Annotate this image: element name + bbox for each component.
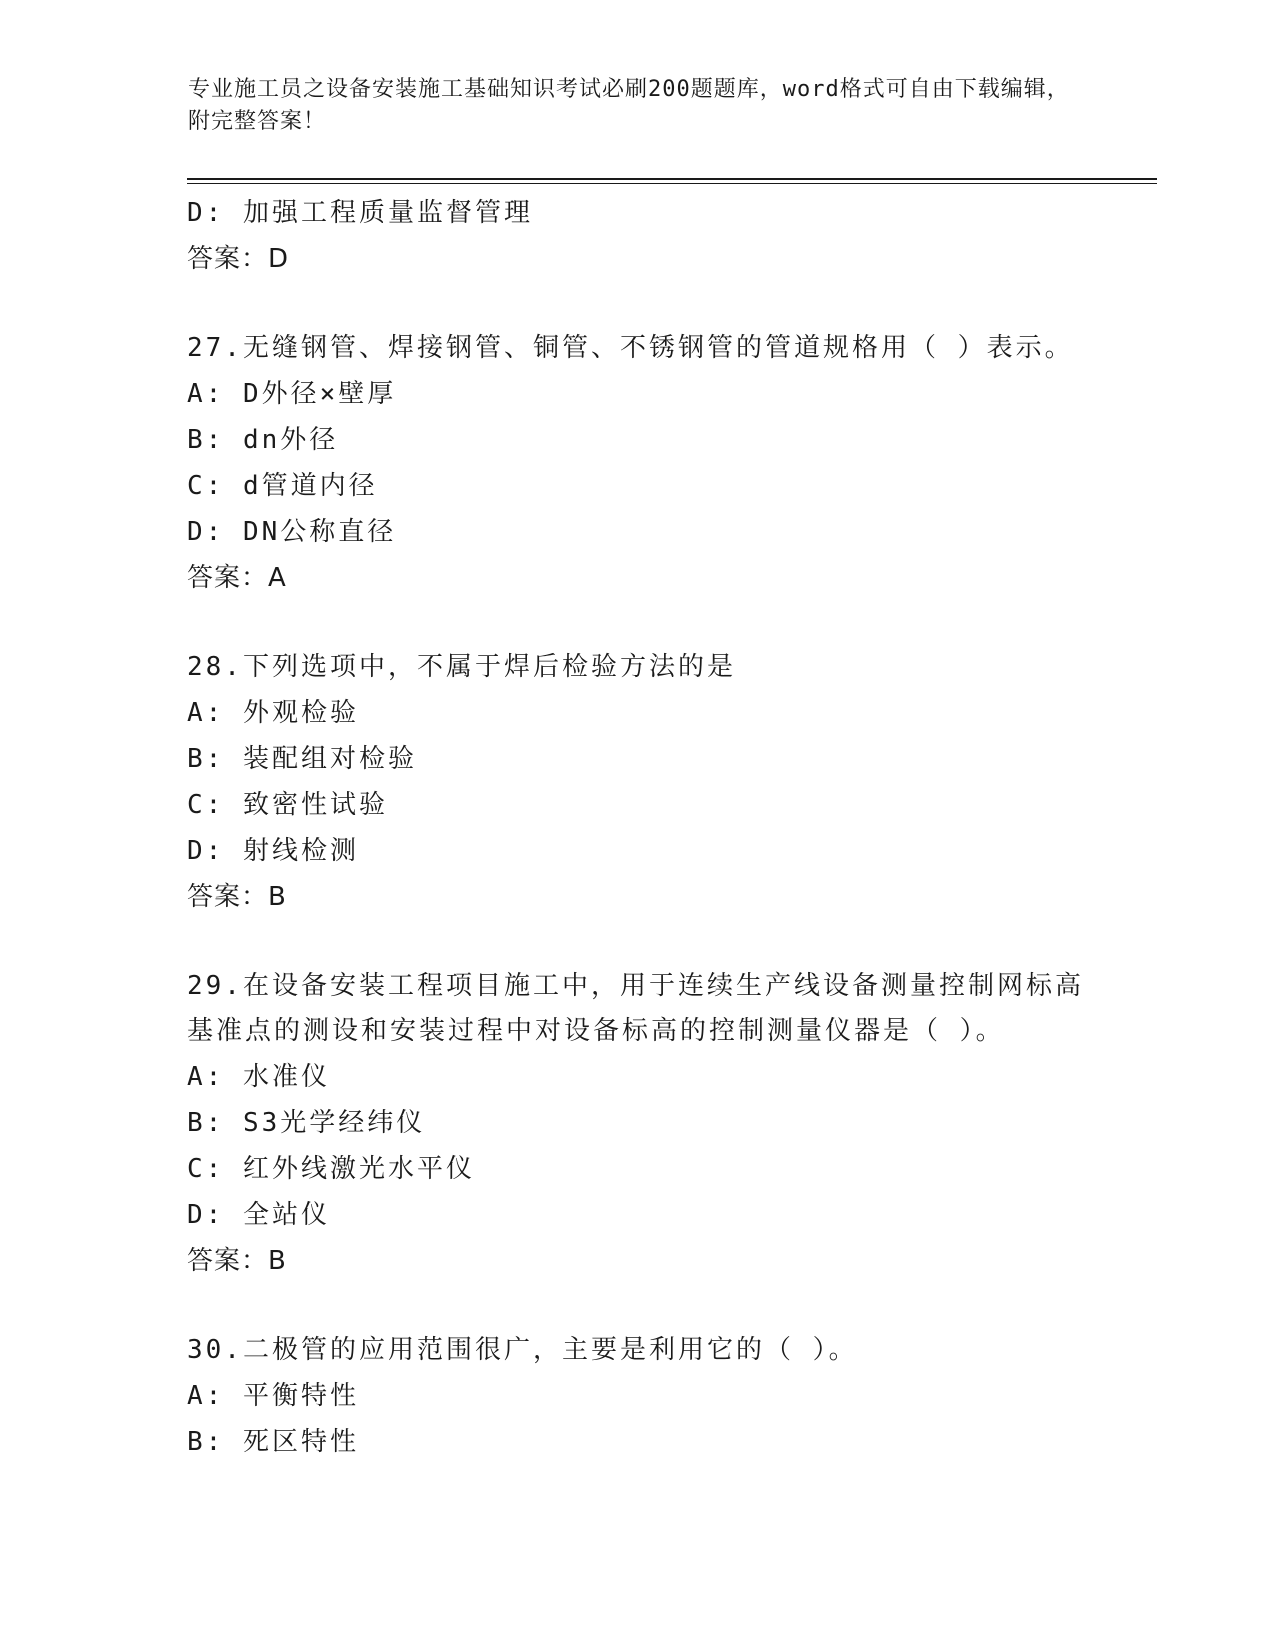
option-d: D: 加强工程质量监督管理 xyxy=(187,198,533,228)
document-header: 专业施工员之设备安装施工基础知识考试必刷200题题库，word格式可自由下载编辑，附完整答案！ xyxy=(188,77,1070,134)
option-b: B: 死区特性 xyxy=(187,1427,359,1457)
question-stem: 27.无缝钢管、焊接钢管、铜管、不锈钢管的管道规格用（ ）表示。 xyxy=(187,333,1074,363)
question-stem: 28.下列选项中，不属于焊后检验方法的是 xyxy=(187,652,736,682)
option-a: A: D外径×壁厚 xyxy=(187,379,397,409)
option-b: B: dn外径 xyxy=(187,425,339,455)
option-d: D: 全站仪 xyxy=(187,1200,330,1230)
option-a: A: 水准仪 xyxy=(187,1062,330,1092)
question-29 xyxy=(187,964,1147,1284)
header-divider-thin xyxy=(187,183,1157,184)
question-stem-line-2: 基准点的测设和安装过程中对设备标高的控制测量仪器是（ ）。 xyxy=(187,1016,1005,1046)
answer-line: 答案：A xyxy=(187,563,287,593)
answer-line: 答案：B xyxy=(187,882,287,912)
question-30 xyxy=(187,1328,1147,1465)
question-27 xyxy=(187,326,1147,601)
question-stem: 30.二极管的应用范围很广，主要是利用它的（ ）。 xyxy=(187,1335,858,1365)
answer-line: 答案：B xyxy=(187,1246,287,1276)
question-28 xyxy=(187,645,1147,920)
option-b: B: 装配组对检验 xyxy=(187,744,417,774)
option-d: D: 射线检测 xyxy=(187,836,359,866)
option-b: B: S3光学经纬仪 xyxy=(187,1108,426,1138)
option-c: C: d管道内径 xyxy=(187,471,378,501)
option-c: C: 致密性试验 xyxy=(187,790,388,820)
option-a: A: 外观检验 xyxy=(187,698,359,728)
header-divider-thick xyxy=(187,178,1157,180)
answer-line: 答案：D xyxy=(187,244,290,274)
option-a: A: 平衡特性 xyxy=(187,1381,359,1411)
option-d: D: DN公称直径 xyxy=(187,517,397,547)
question-list xyxy=(187,190,1147,1465)
option-c: C: 红外线激光水平仪 xyxy=(187,1154,475,1184)
question-stem-line-1: 29.在设备安装工程项目施工中，用于连续生产线设备测量控制网标高 xyxy=(187,971,1084,1001)
